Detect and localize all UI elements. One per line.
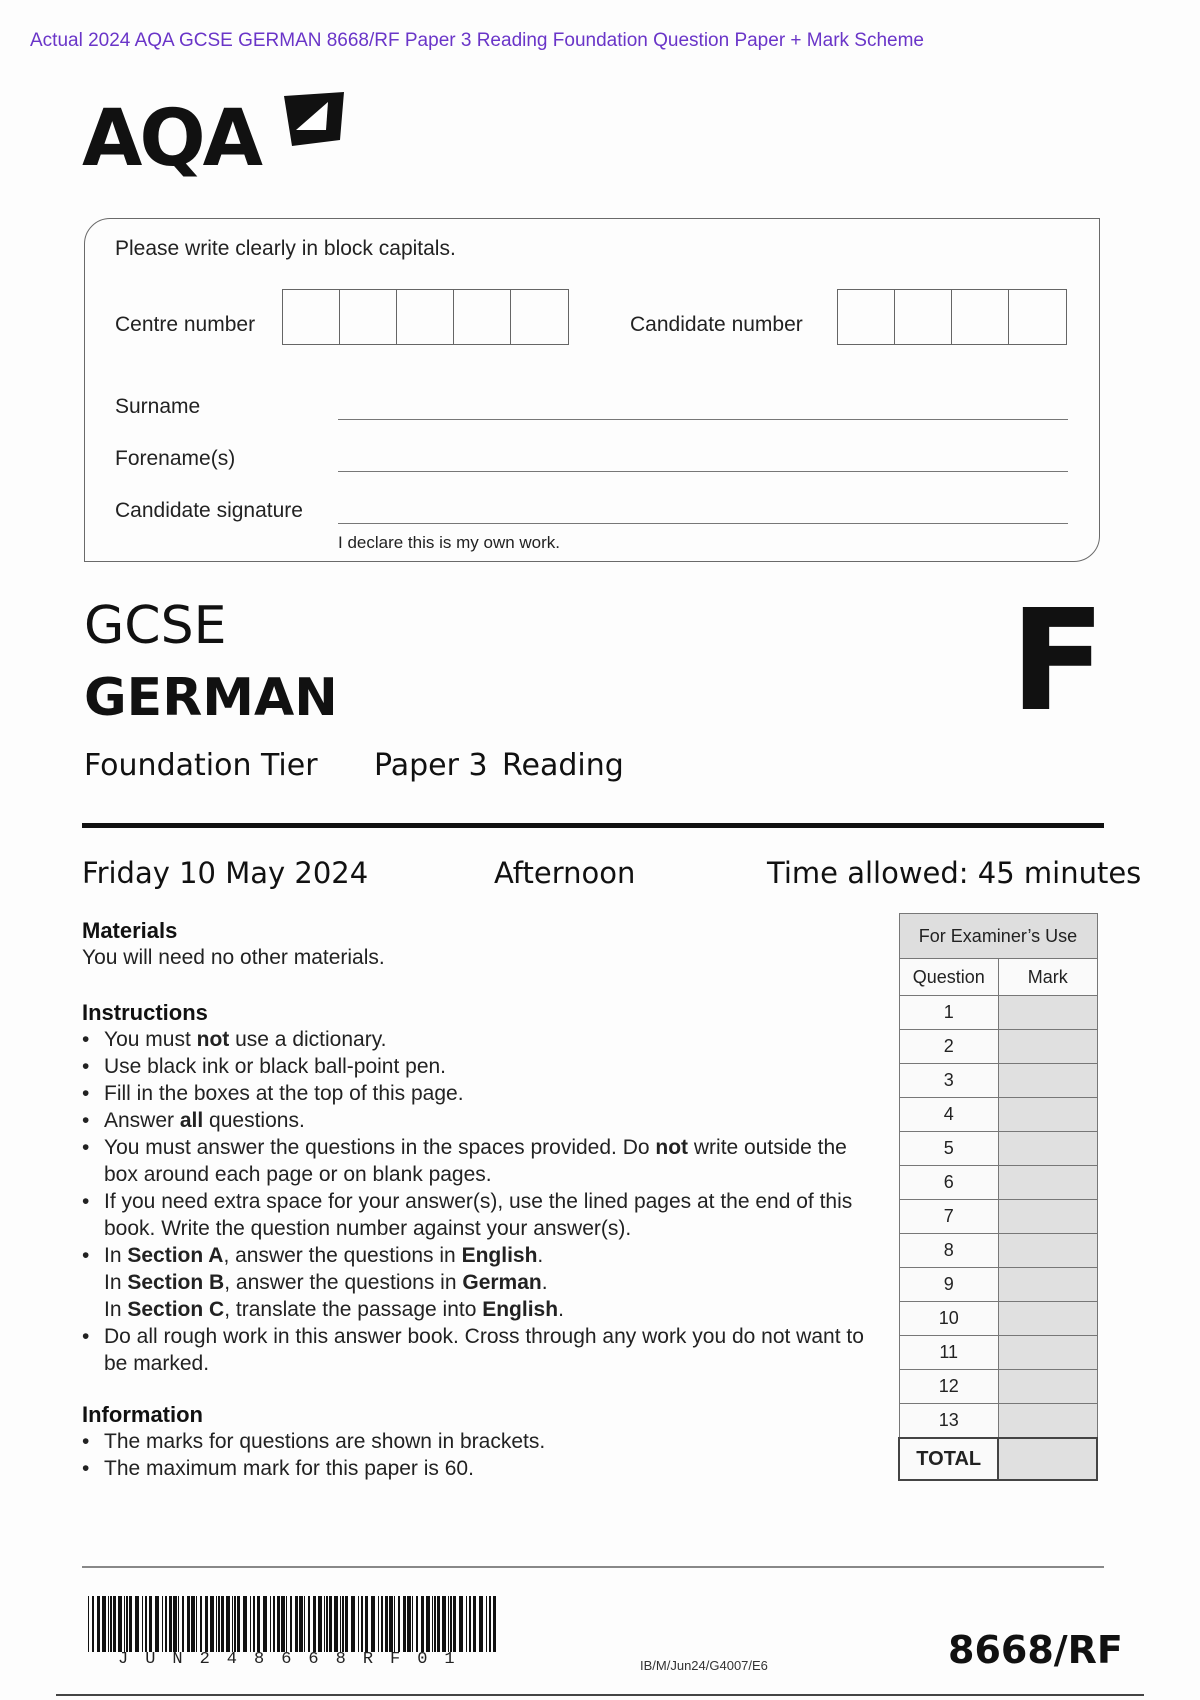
question-number: 3 bbox=[899, 1064, 998, 1098]
barcode-bar bbox=[118, 1596, 122, 1652]
examiner-row bbox=[899, 1404, 1097, 1439]
barcode-bar bbox=[102, 1596, 106, 1652]
barcode-bar bbox=[469, 1596, 471, 1652]
barcode-bar bbox=[182, 1596, 184, 1652]
tier-letter: F bbox=[1010, 580, 1106, 743]
mark-cell[interactable] bbox=[998, 1370, 1097, 1404]
instruction-item: • In Section A, answer the questions in English. In Section B, answer the questions in German. In Section C, translate the passage into English. bbox=[82, 1242, 872, 1323]
barcode-bar bbox=[412, 1596, 413, 1652]
barcode-bar bbox=[88, 1596, 89, 1652]
mark-column-header: Mark bbox=[998, 959, 1097, 996]
mark-cell[interactable] bbox=[998, 1268, 1097, 1302]
barcode-bar bbox=[434, 1596, 436, 1652]
barcode-bar bbox=[237, 1596, 240, 1652]
question-number: 9 bbox=[899, 1268, 998, 1302]
question-number: 11 bbox=[899, 1336, 998, 1370]
information-heading: Information bbox=[82, 1402, 203, 1427]
mark-cell[interactable] bbox=[998, 1166, 1097, 1200]
instruction-item: • You must answer the questions in the spaces provided. Do not write outside the box around each page or on blank pages. bbox=[82, 1134, 872, 1188]
barcode-bar bbox=[385, 1596, 388, 1652]
centre-number-boxes[interactable] bbox=[282, 289, 569, 345]
barcode-image bbox=[88, 1596, 498, 1652]
instruction-item: • Answer all questions. bbox=[82, 1107, 872, 1134]
question-number: 8 bbox=[899, 1234, 998, 1268]
mark-cell[interactable] bbox=[998, 1234, 1097, 1268]
barcode-bar bbox=[270, 1596, 271, 1652]
barcode-bar bbox=[234, 1596, 236, 1652]
surname-label: Surname bbox=[115, 395, 201, 418]
question-number: 13 bbox=[899, 1404, 998, 1439]
barcode-bar bbox=[426, 1596, 430, 1652]
paper-component: Reading bbox=[502, 748, 624, 783]
barcode-bar bbox=[218, 1596, 220, 1652]
barcode-bar bbox=[313, 1596, 316, 1652]
question-number: 1 bbox=[899, 996, 998, 1030]
examiner-row bbox=[899, 1030, 1097, 1064]
signature-line[interactable] bbox=[338, 523, 1068, 524]
barcode-bar bbox=[295, 1596, 298, 1652]
barcode-bar bbox=[92, 1596, 94, 1652]
barcode-bar bbox=[135, 1596, 139, 1652]
barcode-bar bbox=[334, 1596, 338, 1652]
barcode-bar bbox=[210, 1596, 214, 1652]
barcode-bar bbox=[304, 1596, 305, 1652]
aqa-logo bbox=[82, 90, 352, 190]
barcode-text: JUN248668RF01 bbox=[118, 1650, 472, 1669]
barcode-bar bbox=[365, 1596, 368, 1652]
materials-text: You will need no other materials. bbox=[82, 946, 385, 969]
barcode-bar bbox=[126, 1596, 128, 1652]
barcode-bar bbox=[196, 1596, 197, 1652]
examiner-row bbox=[899, 1370, 1097, 1404]
question-number: 5 bbox=[899, 1132, 998, 1166]
barcode-bar bbox=[108, 1596, 109, 1652]
examiner-row bbox=[899, 996, 1097, 1030]
instruction-item: • Do all rough work in this answer book. Cross through any work you do not want to be marked. bbox=[82, 1323, 872, 1377]
barcode-bar bbox=[205, 1596, 208, 1652]
barcode-bar bbox=[324, 1596, 325, 1652]
mark-cell[interactable] bbox=[998, 1302, 1097, 1336]
barcode-bar bbox=[421, 1596, 424, 1652]
candidate-number-boxes[interactable] bbox=[837, 289, 1067, 345]
barcode-bar bbox=[110, 1596, 112, 1652]
heading-rule bbox=[82, 823, 1104, 828]
reference-code: IB/M/Jun24/G4007/E6 bbox=[640, 1658, 768, 1673]
barcode-bar bbox=[263, 1596, 267, 1652]
signature-label: Candidate signature bbox=[115, 499, 303, 522]
candidate-digit-box[interactable] bbox=[1009, 290, 1066, 344]
barcode-bar bbox=[286, 1596, 287, 1652]
mark-cell[interactable] bbox=[998, 1064, 1097, 1098]
page-bottom-rule bbox=[56, 1694, 1144, 1696]
barcode-bar bbox=[398, 1596, 400, 1652]
barcode-bar bbox=[97, 1596, 100, 1652]
examiner-row bbox=[899, 1234, 1097, 1268]
exam-date: Friday 10 May 2024 bbox=[82, 856, 369, 890]
barcode-bar bbox=[221, 1596, 224, 1652]
barcode-bar bbox=[361, 1596, 363, 1652]
barcode-bar bbox=[277, 1596, 280, 1652]
barcode-bar bbox=[403, 1596, 406, 1652]
mark-cell[interactable] bbox=[998, 1098, 1097, 1132]
barcode-bar bbox=[178, 1596, 179, 1652]
barcode-bar bbox=[450, 1596, 452, 1652]
barcode-bar bbox=[342, 1596, 344, 1652]
question-number: 4 bbox=[899, 1098, 998, 1132]
document-title[interactable]: Actual 2024 AQA GCSE GERMAN 8668/RF Paper 3 Reading Foundation Question Paper + Mark Scheme bbox=[30, 30, 925, 51]
barcode-bar bbox=[187, 1596, 190, 1652]
paper-code: 8668/RF bbox=[948, 1628, 1123, 1672]
barcode-bar bbox=[326, 1596, 328, 1652]
centre-number-label: Centre number bbox=[115, 313, 256, 336]
barcode-bar bbox=[253, 1596, 255, 1652]
barcode-bar bbox=[216, 1596, 217, 1652]
examiner-row bbox=[899, 1200, 1097, 1234]
examiner-table-title: For Examiner’s Use bbox=[899, 914, 1097, 959]
barcode-bar bbox=[113, 1596, 116, 1652]
barcode-bar bbox=[394, 1596, 395, 1652]
tier-label: Foundation Tier bbox=[84, 748, 318, 783]
barcode-bar bbox=[389, 1596, 393, 1652]
barcode-bar bbox=[432, 1596, 433, 1652]
barcode-bar bbox=[442, 1596, 446, 1652]
barcode-bar bbox=[437, 1596, 440, 1652]
candidate-digit-box[interactable] bbox=[952, 290, 1009, 344]
barcode-bar bbox=[308, 1596, 310, 1652]
barcode-bar bbox=[243, 1596, 247, 1652]
barcode-bar bbox=[257, 1596, 260, 1652]
mark-cell[interactable] bbox=[998, 1132, 1097, 1166]
barcode-bar bbox=[378, 1596, 379, 1652]
information-item: • The maximum mark for this paper is 60. bbox=[82, 1455, 882, 1482]
total-label: TOTAL bbox=[899, 1438, 998, 1480]
barcode-bar bbox=[486, 1596, 487, 1652]
mark-cell[interactable] bbox=[998, 996, 1097, 1030]
barcode-bar bbox=[479, 1596, 483, 1652]
exam-session: Afternoon bbox=[494, 856, 636, 890]
instructions-heading: Instructions bbox=[82, 1000, 208, 1025]
barcode-bar bbox=[345, 1596, 348, 1652]
barcode-bar bbox=[358, 1596, 359, 1652]
barcode-bar bbox=[165, 1596, 167, 1652]
materials-heading: Materials bbox=[82, 918, 178, 943]
centre-digit-box[interactable] bbox=[397, 290, 454, 344]
declaration-text: I declare this is my own work. bbox=[338, 533, 561, 552]
barcode-bar bbox=[162, 1596, 163, 1652]
barcode-bar bbox=[473, 1596, 476, 1652]
examiner-row bbox=[899, 1336, 1097, 1370]
surname-line[interactable] bbox=[338, 419, 1068, 420]
barcode-bar bbox=[232, 1596, 233, 1652]
centre-digit-box[interactable] bbox=[283, 290, 340, 344]
barcode-bar bbox=[129, 1596, 132, 1652]
centre-digit-box[interactable] bbox=[511, 290, 568, 344]
information-list bbox=[82, 1428, 882, 1482]
mark-cell[interactable] bbox=[998, 1336, 1097, 1370]
barcode-bar bbox=[273, 1596, 275, 1652]
examiner-rows bbox=[899, 996, 1097, 1439]
instruction-item: • If you need extra space for your answer(s), use the lined pages at the end of this book. Write the question number against your answer(s). bbox=[82, 1188, 872, 1242]
candidate-digit-box[interactable] bbox=[838, 290, 895, 344]
barcode-bar bbox=[351, 1596, 355, 1652]
barcode-bar bbox=[226, 1596, 230, 1652]
barcode-bar bbox=[489, 1596, 491, 1652]
question-number: 6 bbox=[899, 1166, 998, 1200]
paper-number: Paper 3 bbox=[374, 748, 488, 783]
barcode-bar bbox=[191, 1596, 195, 1652]
question-column-header: Question bbox=[899, 959, 998, 996]
barcode-bar bbox=[281, 1596, 285, 1652]
examiner-row bbox=[899, 1268, 1097, 1302]
logo-text: AQA bbox=[82, 94, 261, 184]
examiner-row bbox=[899, 1166, 1097, 1200]
question-number: 7 bbox=[899, 1200, 998, 1234]
barcode-bar bbox=[493, 1596, 496, 1652]
barcode-bar bbox=[381, 1596, 383, 1652]
barcode-bar bbox=[318, 1596, 322, 1652]
barcode-bar bbox=[466, 1596, 467, 1652]
examiner-row bbox=[899, 1064, 1097, 1098]
centre-digit-box[interactable] bbox=[340, 290, 397, 344]
candidate-number-label: Candidate number bbox=[630, 313, 803, 336]
candidate-digit-box[interactable] bbox=[895, 290, 952, 344]
instructions-list bbox=[82, 1026, 872, 1377]
mark-cell[interactable] bbox=[998, 1404, 1097, 1439]
barcode-bar bbox=[169, 1596, 172, 1652]
centre-digit-box[interactable] bbox=[454, 290, 511, 344]
logo-mark-icon bbox=[282, 90, 346, 150]
footer-rule bbox=[82, 1566, 1104, 1568]
examiner-use-table bbox=[898, 913, 1098, 1481]
time-allowed: Time allowed: 45 minutes bbox=[767, 856, 1142, 890]
barcode-bar bbox=[173, 1596, 177, 1652]
barcode-bar bbox=[416, 1596, 418, 1652]
examiner-row bbox=[899, 1132, 1097, 1166]
barcode-bar bbox=[340, 1596, 341, 1652]
barcode-bar bbox=[371, 1596, 375, 1652]
subject-title: GERMAN bbox=[84, 668, 338, 728]
barcode-bar bbox=[448, 1596, 449, 1652]
barcode-bar bbox=[329, 1596, 332, 1652]
mark-cell[interactable] bbox=[998, 1200, 1097, 1234]
question-number: 10 bbox=[899, 1302, 998, 1336]
barcode-bar bbox=[142, 1596, 143, 1652]
block-capitals-instruction: Please write clearly in block capitals. bbox=[115, 237, 456, 260]
information-item: • The marks for questions are shown in brackets. bbox=[82, 1428, 882, 1455]
qualification-title: GCSE bbox=[84, 596, 227, 656]
barcode-bar bbox=[299, 1596, 303, 1652]
barcode-bar bbox=[124, 1596, 125, 1652]
candidate-details-box bbox=[84, 218, 1100, 562]
barcode-bar bbox=[459, 1596, 463, 1652]
barcode-bar bbox=[145, 1596, 147, 1652]
question-number: 2 bbox=[899, 1030, 998, 1064]
examiner-row bbox=[899, 1302, 1097, 1336]
question-number: 12 bbox=[899, 1370, 998, 1404]
instruction-item: • Fill in the boxes at the top of this page. bbox=[82, 1080, 872, 1107]
barcode-bar bbox=[155, 1596, 159, 1652]
instruction-item: • You must not use a dictionary. bbox=[82, 1026, 872, 1053]
mark-cell[interactable] bbox=[998, 1030, 1097, 1064]
instruction-item: • Use black ink or black ball-point pen. bbox=[82, 1053, 872, 1080]
forename-label: Forename(s) bbox=[115, 447, 236, 470]
examiner-row bbox=[899, 1098, 1097, 1132]
barcode-bar bbox=[453, 1596, 456, 1652]
forename-line[interactable] bbox=[338, 471, 1068, 472]
barcode-bar bbox=[200, 1596, 202, 1652]
total-mark-cell[interactable] bbox=[998, 1438, 1097, 1480]
barcode-bar bbox=[407, 1596, 411, 1652]
barcode-bar bbox=[290, 1596, 292, 1652]
barcode-bar bbox=[149, 1596, 152, 1652]
barcode-bar bbox=[250, 1596, 251, 1652]
